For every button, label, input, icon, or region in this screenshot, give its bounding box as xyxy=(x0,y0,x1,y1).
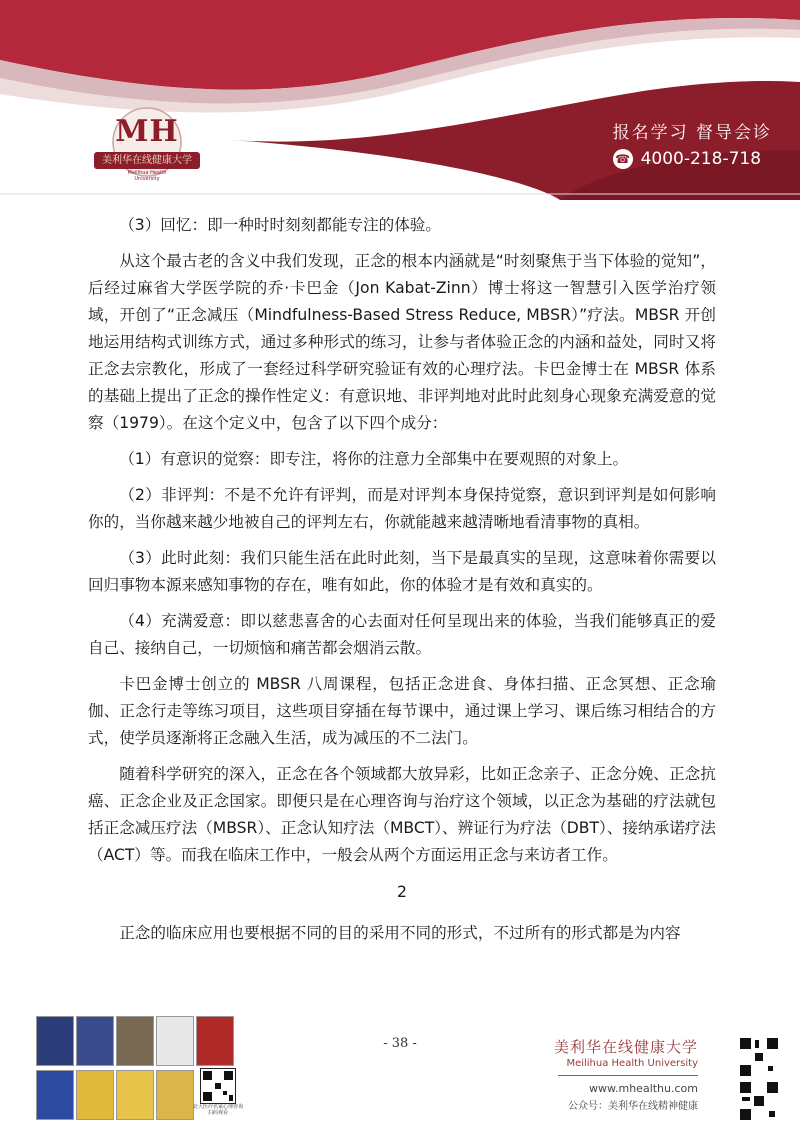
body-paragraph: （4）充满爱意：即以慈悲喜舍的心去面对任何呈现出来的体验，当我们能够真正的爱自己、接纳自己，一切烦恼和痛苦都会烟消云散。 xyxy=(88,612,716,657)
footer-brand-en: Meilihua Health University xyxy=(566,1058,698,1069)
logo-initials: MH xyxy=(115,114,179,149)
body-paragraph: 随着科学研究的深入，正念在各个领域都大放异彩，比如正念亲子、正念分娩、正念抗癌、正念企业及正念国家。即便只是在心理咨询与治疗这个领域，以正念为基础的疗法就包括正念减压疗法（MBSR）、正念认知疗法（MBCT）、辨证行为疗法（DBT）、接纳承诺疗法（ACT）等。而我在临床工作中，一般会从两个方面运用正念与来访者工作。 xyxy=(88,765,716,864)
book-cover xyxy=(156,1070,194,1120)
logo-english-name: Meilihua Health University xyxy=(127,170,167,182)
logo-ribbon-text: 美利华在线健康大学 xyxy=(94,152,200,169)
body-paragraph: （2）非评判：不是不允许有评判，而是对评判本身保持觉察，意识到评判是如何影响你的，当你越来越少地被自己的评判左右，你就能越来越清晰地看清事物的真相。 xyxy=(88,486,716,531)
body-paragraph: 从这个最古老的含义中我们发现，正念的根本内涵就是“时刻聚焦于当下体验的觉知”，后经过麻省大学医学院的乔·卡巴金（Jon Kabat-Zinn）博士将这一智慧引入医学治疗领域，开创了“正念减压（Mindfulness-Based Stress Reduce, MBSR）”疗法。MBSR 开创地运用结构式训练方式，通过多种形式的练习，让参与者体验正念的内涵和益处，同时又将正念去宗教化，形成了一套经过科学研究验证有效的心理疗法。卡巴金博士在 MBSR 体系的基础上提出了正念的操作性定义：有意识地、非评判地对此时此刻身心现象充满爱意的觉察（1979）。在这个定义中，包含了以下四个成分： xyxy=(88,252,716,432)
book-thumbnails xyxy=(34,1012,254,1124)
body-paragraph-continued: 正念的临床应用也要根据不同的目的采用不同的形式，不过所有的形式都是为内容 xyxy=(119,924,681,942)
footer-brand-cn: 美利华在线健康大学 xyxy=(553,1038,698,1056)
qr-code-icon[interactable] xyxy=(738,1036,780,1078)
footer-brand xyxy=(554,1036,698,1112)
footer-divider xyxy=(558,1075,698,1076)
phone-row xyxy=(613,149,772,169)
qr-code-icon[interactable] xyxy=(738,1080,780,1122)
document-body xyxy=(88,212,716,956)
phone-number: 4000-218-718 xyxy=(640,149,762,169)
body-paragraph: 卡巴金博士创立的 MBSR 八周课程，包括正念进食、身体扫描、正念冥想、正念瑜伽、正念行走等练习项目，这些项目穿插在每节课中，通过课上学习、课后练习相结合的方式，使学员逐渐将正念融入生活，成为减压的不二法门。 xyxy=(88,675,716,747)
book-cover xyxy=(36,1070,74,1120)
footer-wechat: 公众号：美利华在线精神健康 xyxy=(568,1101,698,1112)
book-cover xyxy=(76,1070,114,1120)
slogan-text: 报名学习 督导会诊 xyxy=(612,123,772,143)
page-number: - 38 - xyxy=(383,1036,417,1051)
body-paragraph: （1）有意识的觉察：即专注，将你的注意力全部集中在要观照的对象上。 xyxy=(119,450,629,468)
qr-code-icon[interactable] xyxy=(200,1068,236,1104)
university-logo xyxy=(92,104,202,184)
book-cover xyxy=(116,1070,154,1120)
qr-caption: 北大医疗名家心理咨询 扫码观看 xyxy=(192,1104,243,1116)
contact-block xyxy=(613,118,772,169)
section-number: 2 xyxy=(397,883,407,901)
body-paragraph: （3）此时此刻：我们只能生活在此时此刻，当下是最真实的呈现，这意味着你需要以回归事物本源来感知事物的存在，唯有如此，你的体验才是有效和真实的。 xyxy=(88,549,716,594)
body-paragraph: （3）回忆：即一种时时刻刻都能专注的体验。 xyxy=(119,216,441,234)
phone-icon: ☎ xyxy=(613,149,633,169)
footer-website-link[interactable]: www.mhealthu.com xyxy=(589,1082,698,1095)
